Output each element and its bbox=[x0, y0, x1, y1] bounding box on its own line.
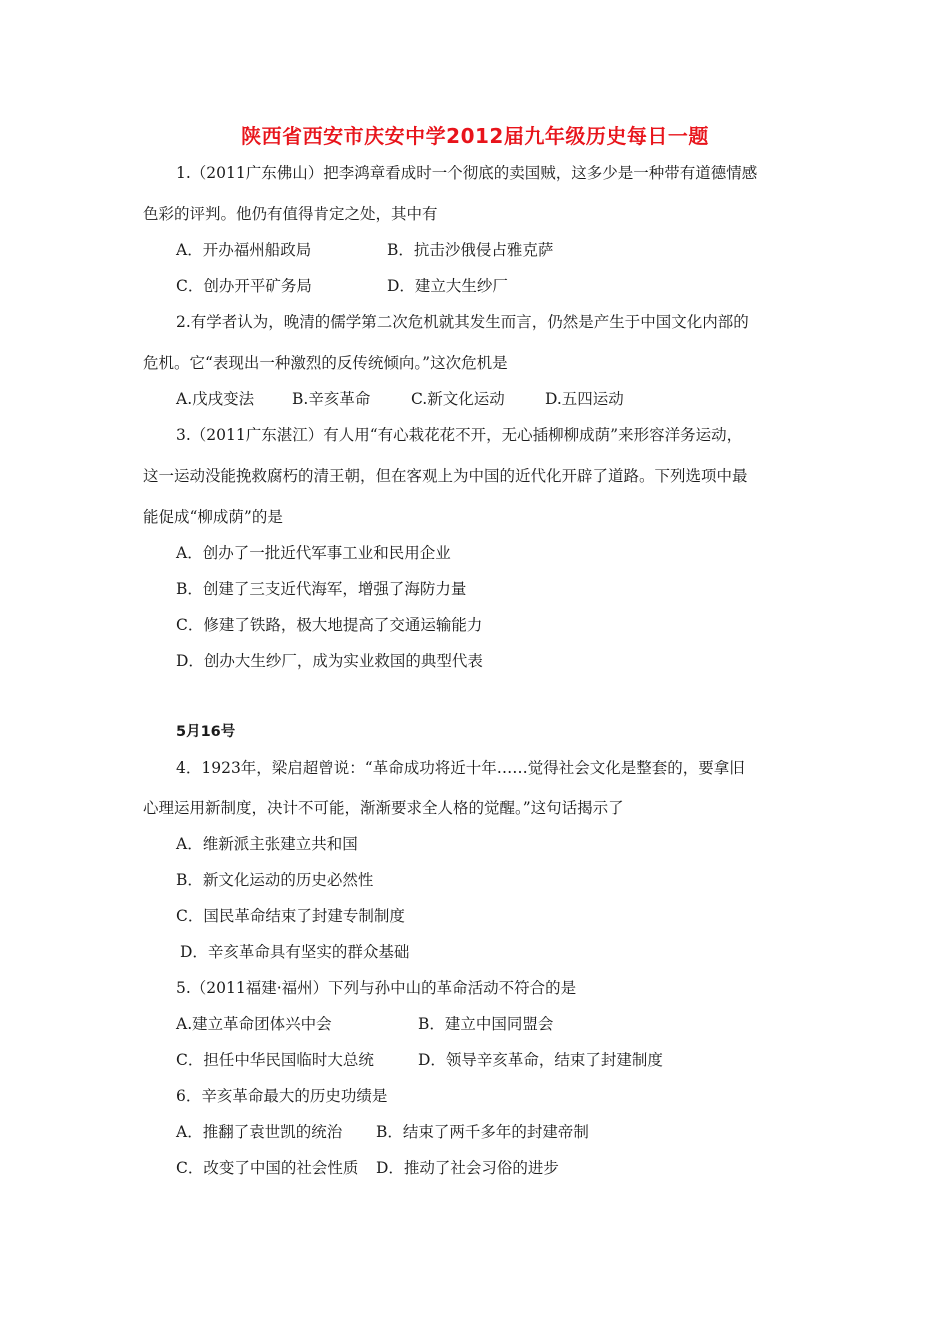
q4-option-d: D．辛亥革命具有坚实的群众基础 bbox=[180, 943, 410, 961]
q1-option-c: C．创办开平矿务局 bbox=[176, 277, 312, 295]
q1-option-d: D．建立大生纱厂 bbox=[387, 277, 508, 295]
q6-option-a: A．推翻了袁世凯的统治 bbox=[176, 1123, 343, 1141]
q2-option-a: A.戊戌变法 bbox=[176, 390, 255, 408]
q3-option-c: C．修建了铁路，极大地提高了交通运输能力 bbox=[176, 616, 483, 634]
q3-option-b: B．创建了三支近代海军，增强了海防力量 bbox=[176, 580, 467, 598]
q6-option-d: D．推动了社会习俗的进步 bbox=[376, 1159, 559, 1177]
q4-stem-line1: 4．1923年，梁启超曾说：“革命成功将近十年……觉得社会文化是整套的，要拿旧 bbox=[176, 759, 745, 777]
q1-stem-line1: 1.（2011广东佛山）把李鸿章看成时一个彻底的卖国贼，这多少是一种带有道德情感 bbox=[176, 164, 758, 182]
q6-option-b: B．结束了两千多年的封建帝制 bbox=[376, 1123, 589, 1141]
q1-option-a: A．开办福州船政局 bbox=[176, 241, 312, 259]
date-heading: 5月16号 bbox=[176, 724, 236, 740]
q2-option-c: C.新文化运动 bbox=[411, 390, 505, 408]
q5-option-b: B．建立中国同盟会 bbox=[418, 1015, 554, 1033]
q1-option-b: B．抗击沙俄侵占雅克萨 bbox=[387, 241, 554, 259]
q2-stem-line1: 2.有学者认为，晚清的儒学第二次危机就其发生而言，仍然是产生于中国文化内部的 bbox=[176, 313, 749, 331]
q4-option-c: C．国民革命结束了封建专制制度 bbox=[176, 907, 405, 925]
q5-stem: 5.（2011福建·福州）下列与孙中山的革命活动不符合的是 bbox=[176, 979, 577, 997]
q3-stem-line1: 3.（2011广东湛江）有人用“有心栽花花不开，无心插柳柳成荫”来形容洋务运动， bbox=[176, 426, 743, 444]
q5-option-c: C．担任中华民国临时大总统 bbox=[176, 1051, 374, 1069]
q1-stem-line2: 色彩的评判。他仍有值得肯定之处，其中有 bbox=[143, 205, 438, 223]
q3-stem-line2: 这一运动没能挽救腐朽的清王朝，但在客观上为中国的近代化开辟了道路。下列选项中最 bbox=[143, 467, 748, 485]
document-title: 陕西省西安市庆安中学2012届九年级历史每日一题 bbox=[241, 124, 709, 148]
q3-stem-line3: 能促成“柳成荫”的是 bbox=[143, 508, 283, 526]
q2-stem-line2: 危机。它“表现出一种激烈的反传统倾向。”这次危机是 bbox=[143, 354, 508, 372]
q5-option-a: A.建立革命团体兴中会 bbox=[176, 1015, 332, 1033]
q2-option-b: B.辛亥革命 bbox=[292, 390, 371, 408]
q4-option-b: B．新文化运动的历史必然性 bbox=[176, 871, 374, 889]
q6-stem: 6．辛亥革命最大的历史功绩是 bbox=[176, 1087, 388, 1105]
q4-stem-line2: 心理运用新制度，决计不可能，渐渐要求全人格的觉醒。”这句话揭示了 bbox=[143, 799, 624, 817]
q6-option-c: C．改变了中国的社会性质 bbox=[176, 1159, 359, 1177]
q4-option-a: A．维新派主张建立共和国 bbox=[176, 835, 358, 853]
q2-option-d: D.五四运动 bbox=[545, 390, 624, 408]
q3-option-a: A．创办了一批近代军事工业和民用企业 bbox=[176, 544, 451, 562]
q5-option-d: D．领导辛亥革命，结束了封建制度 bbox=[418, 1051, 663, 1069]
q3-option-d: D．创办大生纱厂，成为实业救国的典型代表 bbox=[176, 652, 483, 670]
